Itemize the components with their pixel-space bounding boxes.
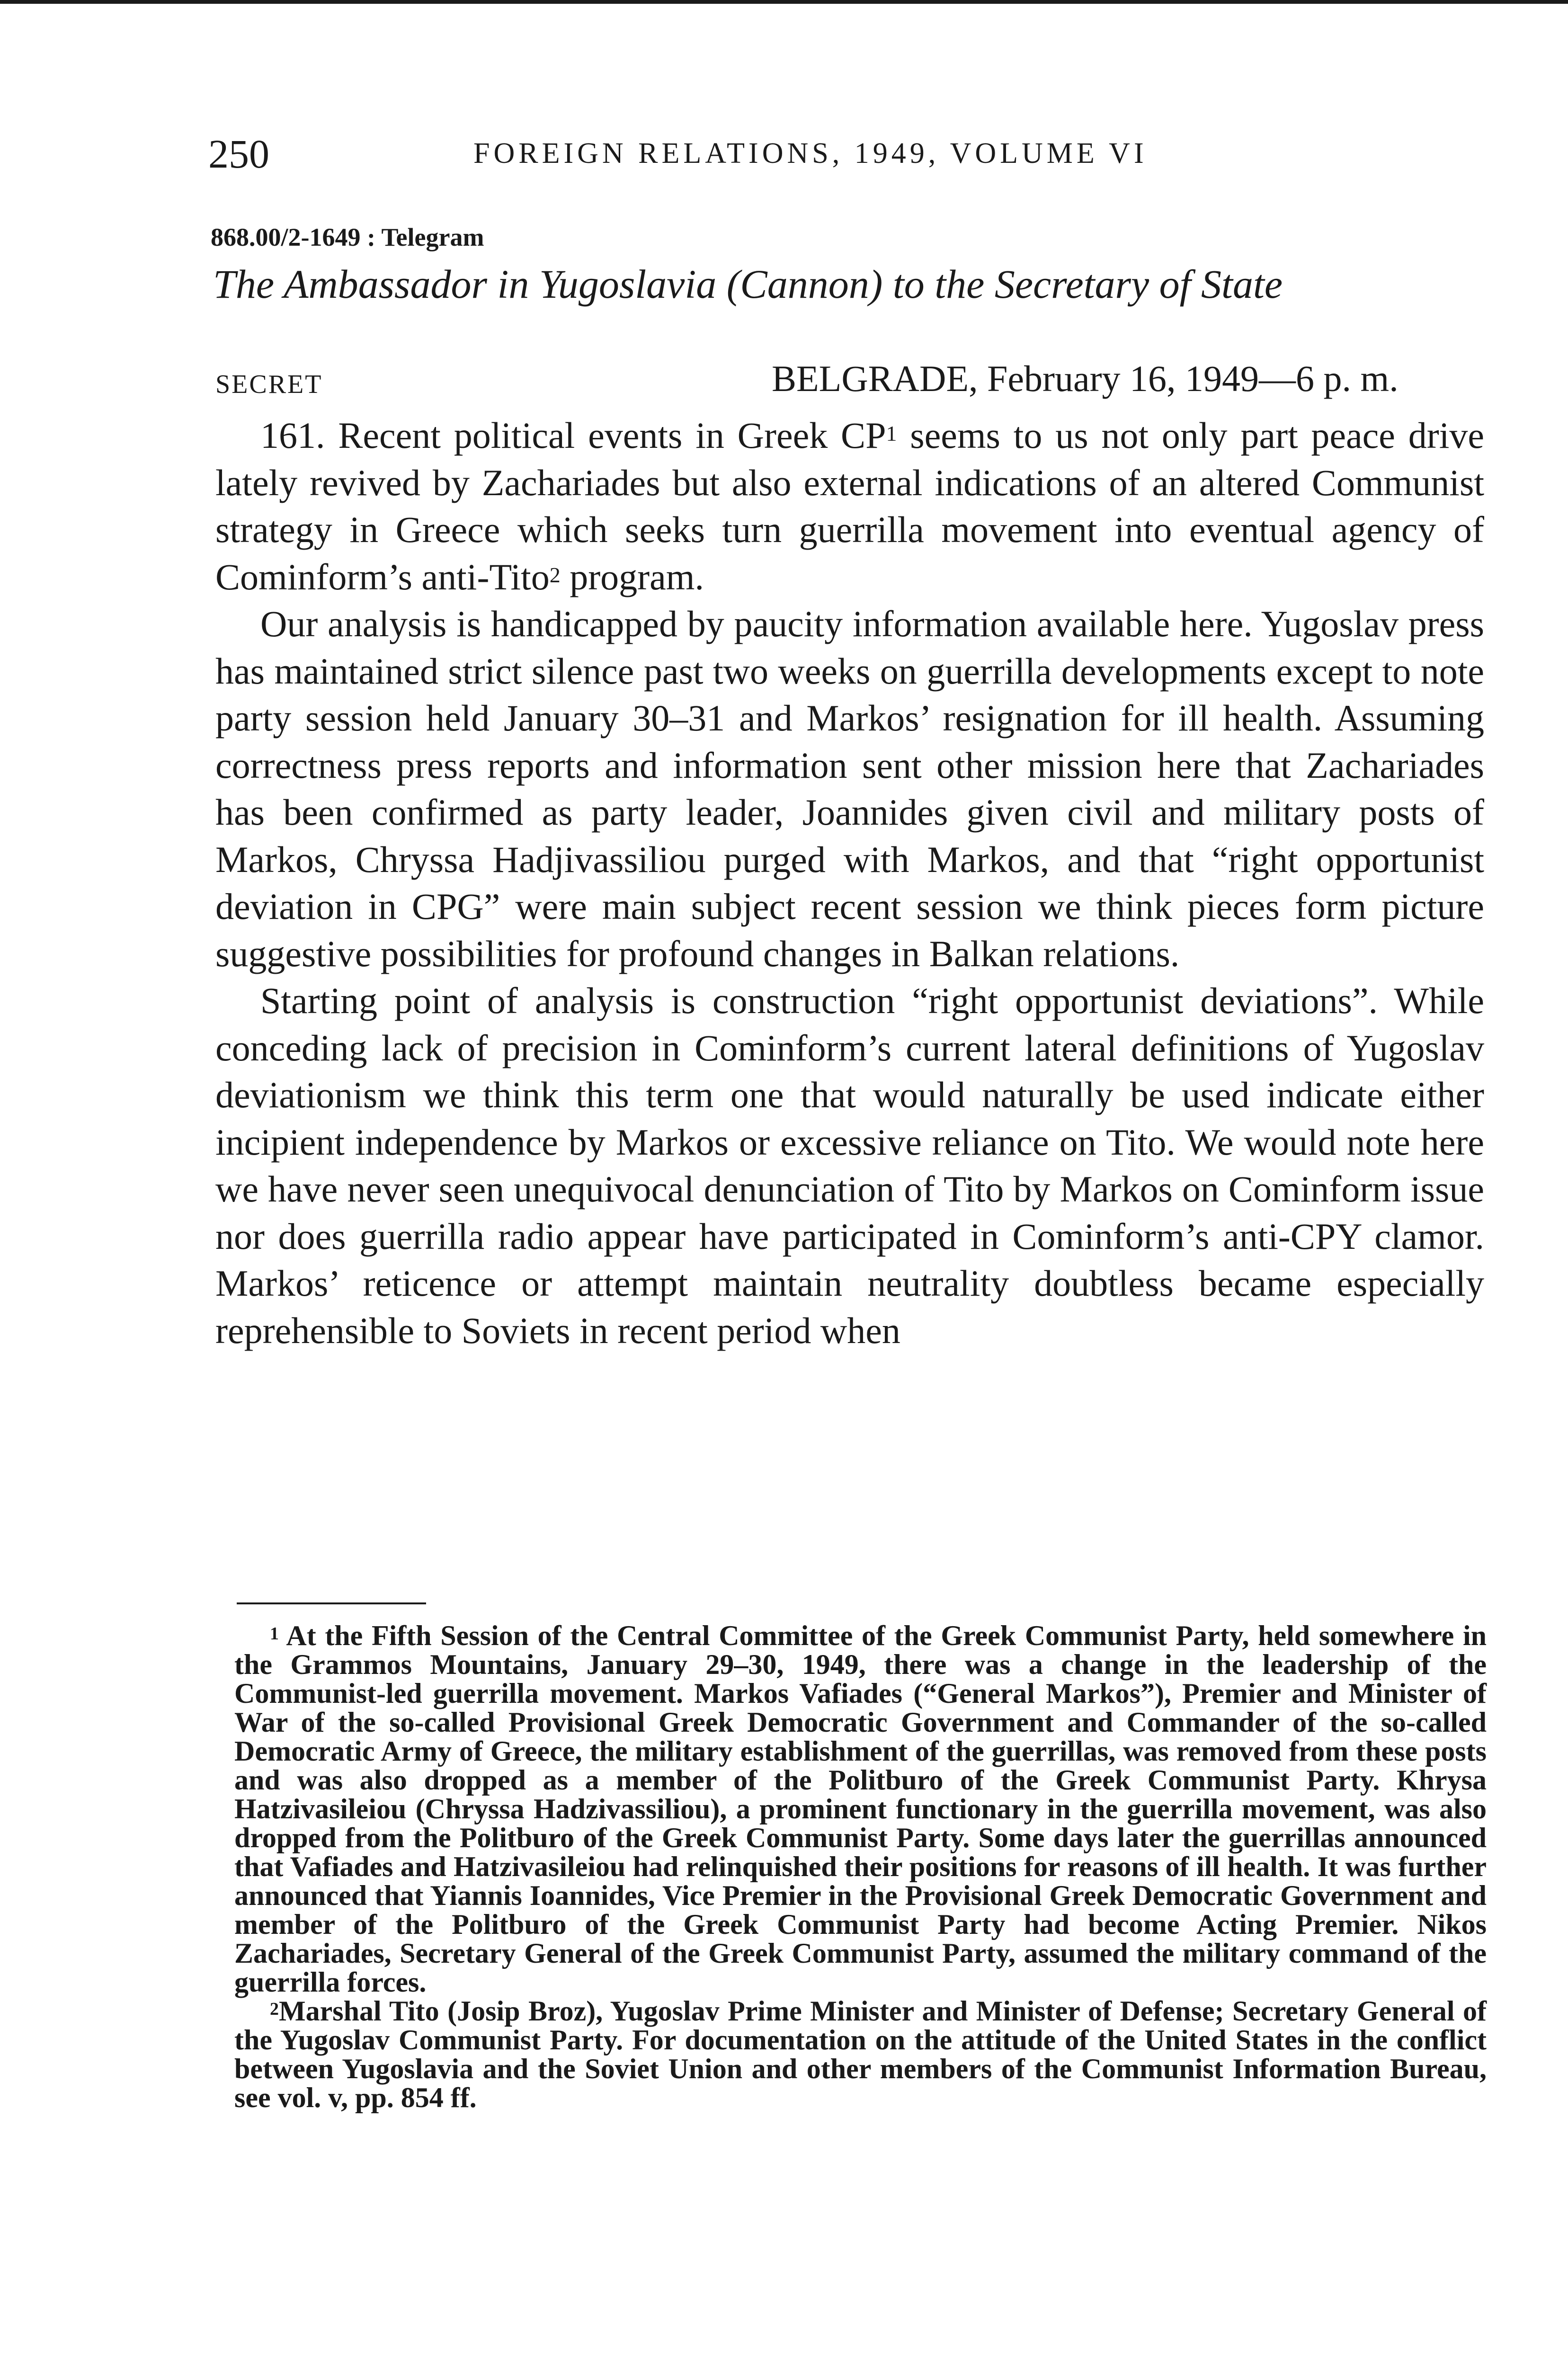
- footnote-2: [234, 1997, 1487, 2112]
- footnote-2-marker: 2: [270, 1999, 279, 2019]
- footnote-1: [234, 1621, 1487, 1997]
- page-number: 250: [208, 131, 269, 177]
- footnote-marker-1: 1: [886, 421, 897, 445]
- footnote-separator: [237, 1602, 426, 1604]
- body-paragraph-1: [215, 412, 1484, 600]
- document-title: The Ambassador in Yugoslavia (Cannon) to the Secretary of State: [213, 261, 1283, 307]
- p1-text-middle: seems to us not only part peace drive lately revived by Zachariades but also external indications of an altered Communist strategy in Greece which seeks turn guerrilla movement into eventual agency of Cominform’s anti-Tito: [215, 415, 1484, 597]
- body-paragraph-3: Starting point of analysis is construction “right opportunist deviations”. While conceding lack of precision in Cominform’s current lateral definitions of Yugoslav deviationism we think this term one that would naturally be used indicate either incipient independence by Markos or excessive reliance on Tito. We would note here we have never seen unequivocal denunciation of Tito by Markos on Cominform issue nor does guerrilla radio appear have participated in Cominform’s anti-CPY clamor. Markos’ reticence or attempt maintain neutrality doubtless became especially reprehensible to Soviets in recent period when: [215, 980, 1484, 1351]
- footnote-marker-2: 2: [549, 562, 561, 587]
- footnote-1-marker: 1: [270, 1624, 279, 1644]
- running-head: FOREIGN RELATIONS, 1949, VOLUME VI: [473, 137, 1148, 169]
- p1-text-end: program.: [560, 556, 704, 597]
- telegram-body: [215, 412, 1484, 1354]
- footnote-2-text: Marshal Tito (Josip Broz), Yugoslav Prime Minister and Minister of Defense; Secretary General of the Yugoslav Communist Party. For documentation on the attitude of the United States in the conflict between Yugoslavia and the Soviet Union and other members of the Communist Information Bureau, see vol. v, pp. 854 ff.: [234, 1995, 1487, 2113]
- page-header: [208, 130, 1487, 187]
- file-reference: 868.00/2-1649 : Telegram: [211, 223, 484, 251]
- footnotes: [234, 1621, 1487, 2112]
- top-edge-rule: [0, 0, 1568, 4]
- p1-text-start: 161. Recent political events in Greek CP: [260, 415, 886, 456]
- classification-label: SECRET: [215, 370, 323, 399]
- dateline: BELGRADE, February 16, 1949—6 p. m.: [772, 358, 1399, 399]
- body-paragraph-2: Our analysis is handicapped by paucity information available here. Yugoslav press has maintained strict silence past two weeks on guerrilla developments except to note party session held January 30–31 and Markos’ resignation for ill health. Assuming correctness press reports and information sent other mission here that Zachariades has been confirmed as party leader, Joannides given civil and military posts of Markos, Chryssa Hadjivassiliou purged with Markos, and that “right opportunist deviation in CPG” were main subject recent session we think pieces form picture suggestive possibilities for profound changes in Balkan relations.: [215, 603, 1484, 974]
- footnote-1-text: At the Fifth Session of the Central Committee of the Greek Communist Party, held somewhere in the Grammos Mountains, January 29–30, 1949, there was a change in the leadership of the Communist-led guerrilla movement. Markos Vafiades (“General Markos”), Premier and Minister of War of the so-called Provisional Greek Democratic Government and Commander of the so-called Democratic Army of Greece, the military establishment of the guerrillas, was removed from these posts and was also dropped as a member of the Politburo of the Greek Communist Party. Khrysa Hatzivasileiou (Chryssa Hadzivassiliou), a prominent functionary in the guerrilla movement, was also dropped from the Politburo of the Greek Communist Party. Some days later the guerrillas announced that Vafiades and Hatzivasileiou had relinquished their positions for reasons of ill health. It was further announced that Yiannis Ioannides, Vice Premier in the Provisional Greek Democratic Government and member of the Politburo of the Greek Communist Party had become Acting Premier. Nikos Zachariades, Secretary General of the Greek Communist Party, assumed the military command of the guerrilla forces.: [234, 1620, 1487, 1998]
